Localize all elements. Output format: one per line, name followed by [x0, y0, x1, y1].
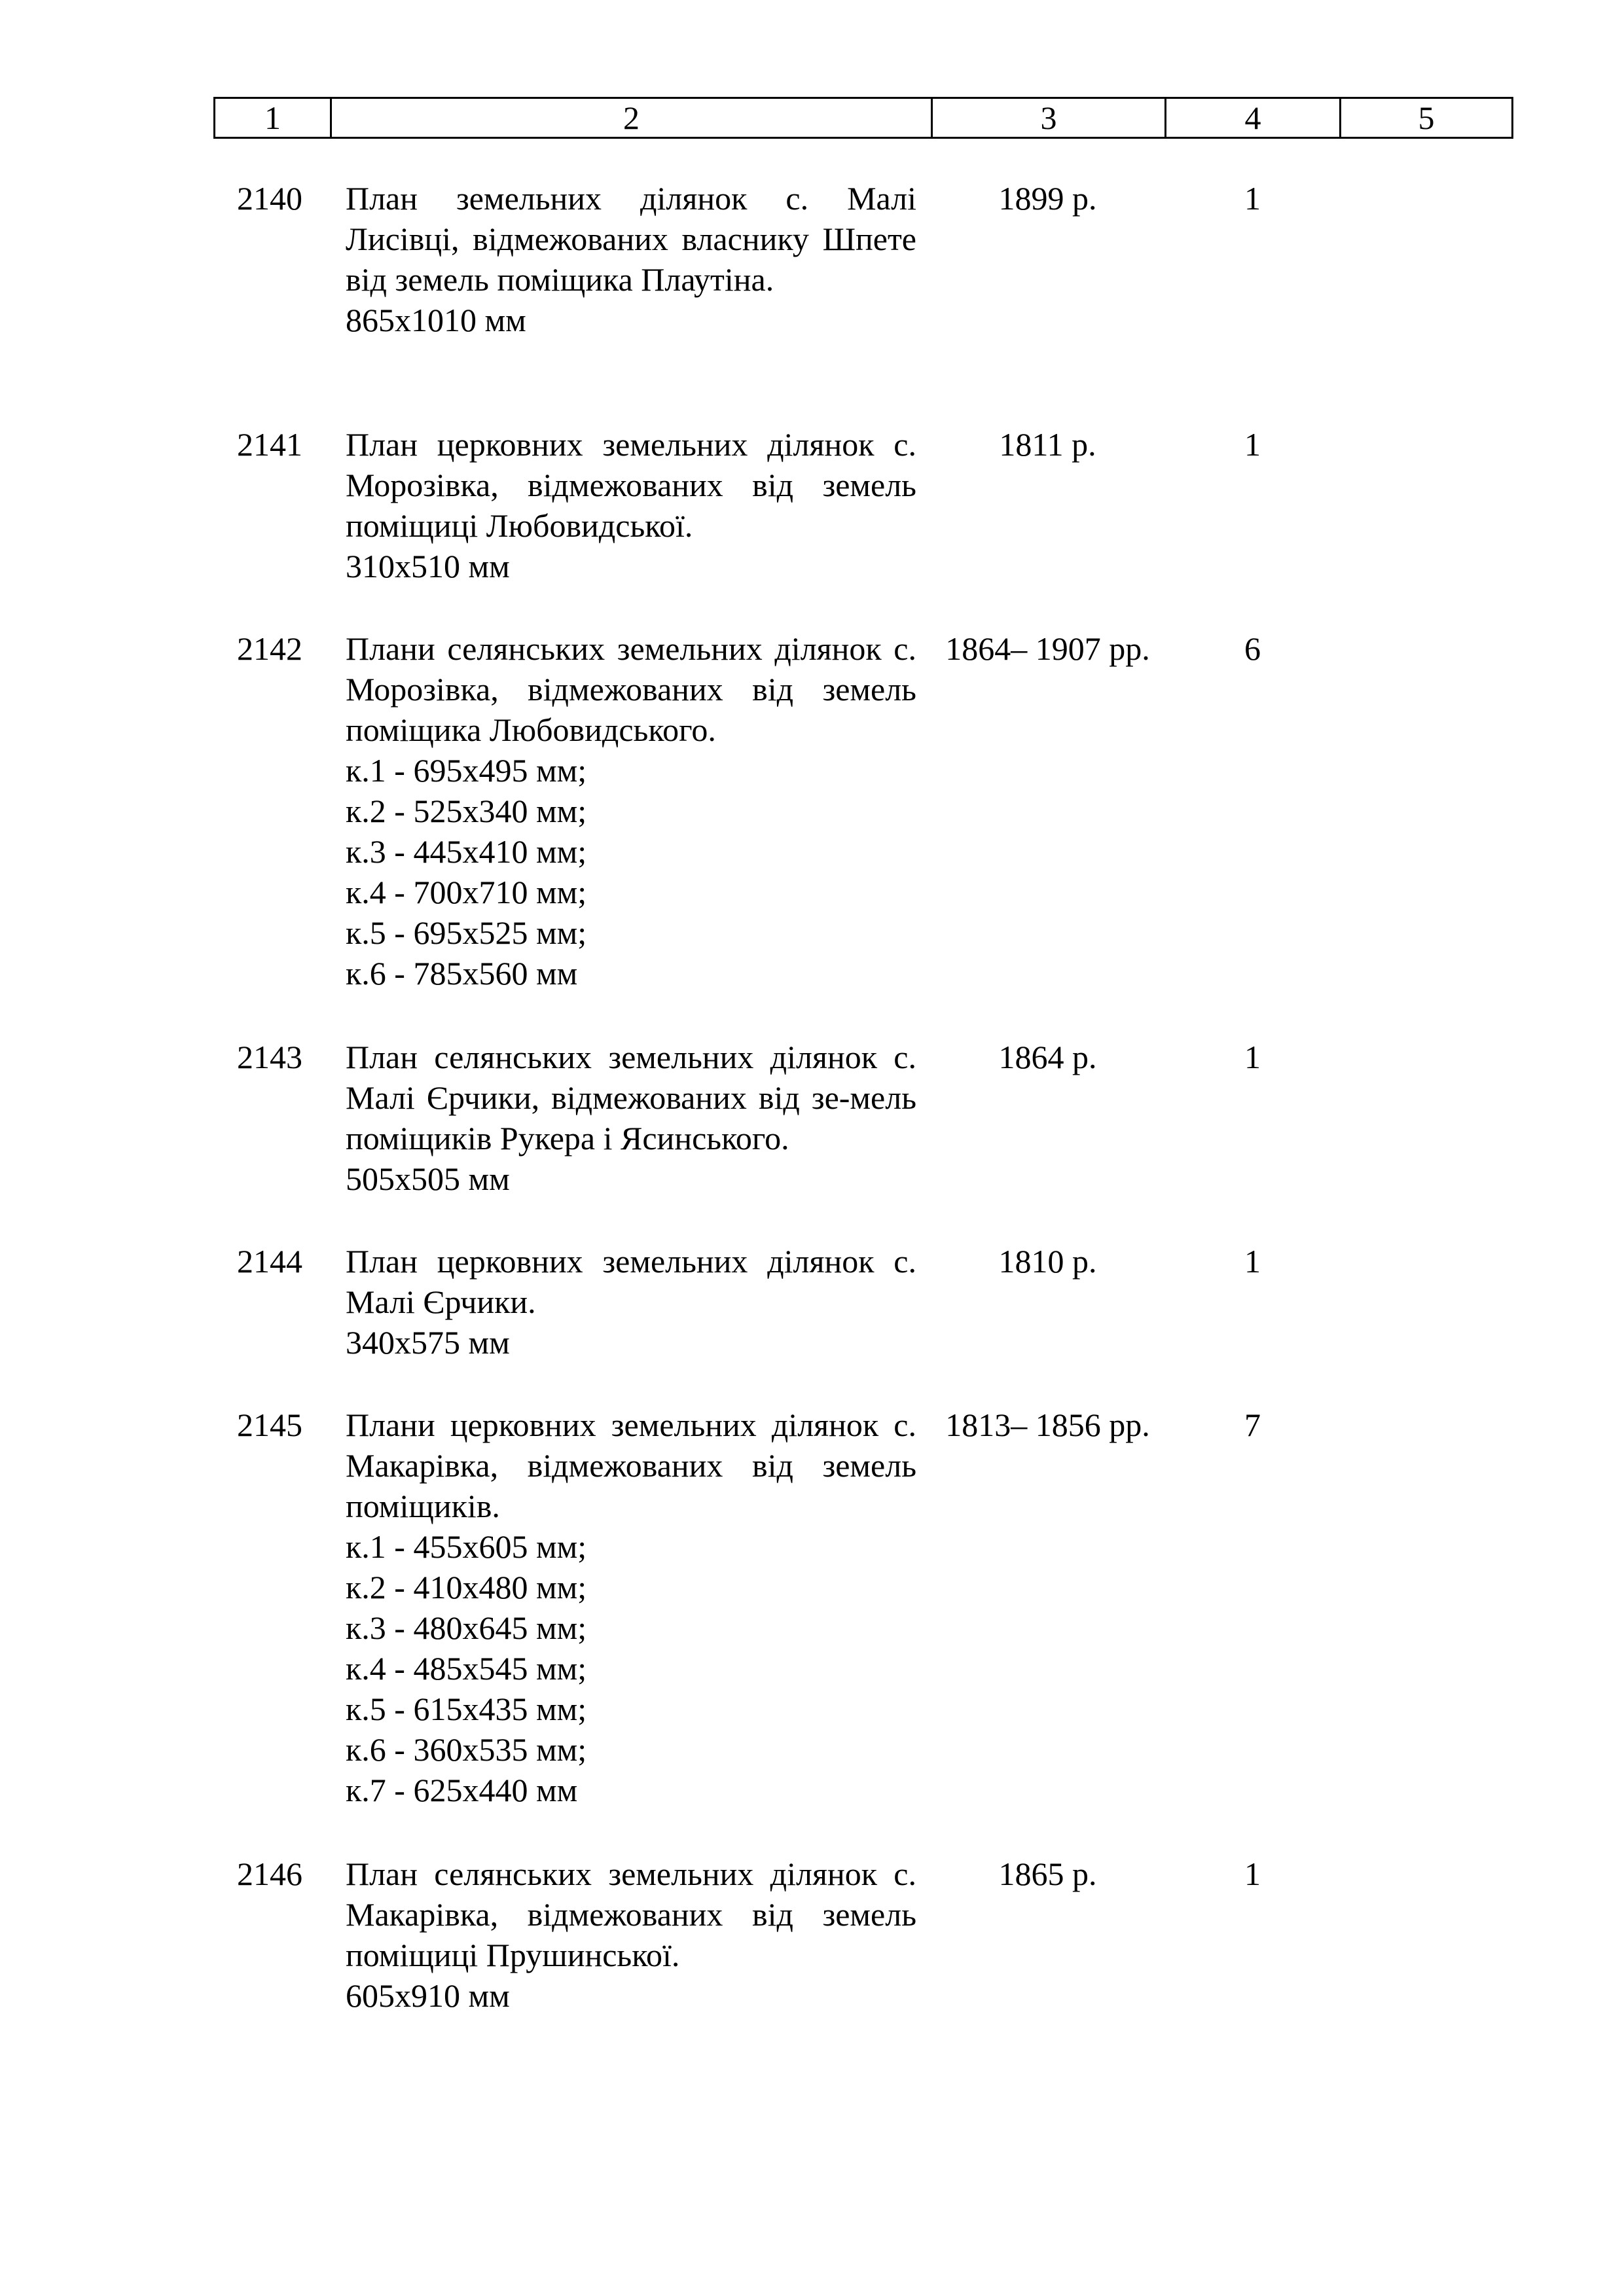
entry-description: [346, 424, 916, 586]
header-col-1: 1: [215, 99, 332, 137]
entry-size: к.1 - 455х605 мм;: [346, 1528, 587, 1565]
entry-number: 2145: [237, 1407, 302, 1443]
entry-size: к.2 - 410х480 мм;: [346, 1569, 587, 1605]
entry-number: 2144: [237, 1243, 302, 1280]
entry-description: [346, 1241, 916, 1363]
entry-title: План селянських земельних ділянок с. Малі Єрчики, відмежованих від зе-мель поміщиків Рукера і Ясинського.: [346, 1039, 916, 1157]
entry-size: 505х505 мм: [346, 1160, 510, 1197]
entry-count: 1: [1244, 1039, 1261, 1075]
entry-description: [346, 1405, 916, 1810]
entry-size: к.7 - 625х440 мм: [346, 1772, 578, 1808]
entry-number: 2143: [237, 1039, 302, 1075]
entry-title: План селянських земельних ділянок с. Макарівка, відмежованих від земель поміщиці Прушинської.: [346, 1856, 916, 1973]
entry-number: 2142: [237, 630, 302, 667]
header-col-3: 3: [933, 99, 1166, 137]
entry-date: 1865 р.: [998, 1856, 1097, 1892]
entry-size: 310х510 мм: [346, 548, 510, 584]
entry-size: к.6 - 785х560 мм: [346, 955, 578, 992]
entry-title: Плани селянських земельних ділянок с. Морозівка, відмежованих від земель поміщика Любовидського.: [346, 630, 916, 748]
entry-count: 1: [1244, 426, 1261, 463]
header-col-4: 4: [1166, 99, 1341, 137]
column-number-header: [213, 97, 1513, 139]
entry-date: 1811 р.: [999, 426, 1096, 463]
entry-size: к.6 - 360х535 мм;: [346, 1731, 587, 1768]
entry-count: 1: [1244, 1243, 1261, 1280]
entry-size: к.5 - 615х435 мм;: [346, 1691, 587, 1727]
entry-description: [346, 1037, 916, 1199]
entry-date: 1864 р.: [998, 1039, 1097, 1075]
entry-title: План церковних земельних ділянок с. Морозівка, відмежованих від земель поміщиці Любовидської.: [346, 426, 916, 544]
entry-count: 7: [1244, 1407, 1261, 1443]
entry-size: к.3 - 480х645 мм;: [346, 1609, 587, 1646]
entry-size: к.4 - 700х710 мм;: [346, 874, 587, 910]
entry-count: 6: [1244, 630, 1261, 667]
entry-size: к.4 - 485х545 мм;: [346, 1650, 587, 1687]
entry-title: Плани церковних земельних ділянок с. Макарівка, відмежованих від земель поміщиків.: [346, 1407, 916, 1524]
entry-date: 1899 р.: [998, 180, 1097, 217]
entry-date: 1810 р.: [998, 1243, 1097, 1280]
entry-size: 865х1010 мм: [346, 302, 526, 338]
entry-size: 340х575 мм: [346, 1324, 510, 1361]
entry-description: [346, 178, 916, 340]
entry-size: к.5 - 695х525 мм;: [346, 914, 587, 951]
entry-size: к.1 - 695х495 мм;: [346, 752, 587, 789]
entry-date: 1813– 1856 рр.: [945, 1407, 1150, 1443]
entry-date: 1864– 1907 рр.: [945, 630, 1150, 667]
entry-size: к.3 - 445х410 мм;: [346, 833, 587, 870]
entry-size: к.2 - 525х340 мм;: [346, 793, 587, 829]
entry-title: План земельних ділянок с. Малі Лисівці, відмежованих власнику Шпете від земель поміщика Плаутіна.: [346, 180, 916, 298]
entry-number: 2141: [237, 426, 302, 463]
entry-title: План церковних земельних ділянок с. Малі Єрчики.: [346, 1243, 916, 1320]
entry-description: [346, 1854, 916, 2016]
entry-size: 605х910 мм: [346, 1977, 510, 2014]
entry-count: 1: [1244, 180, 1261, 217]
entry-number: 2140: [237, 180, 302, 217]
entry-number: 2146: [237, 1856, 302, 1892]
entry-description: [346, 628, 916, 994]
header-col-5: 5: [1418, 99, 1435, 136]
entry-count: 1: [1244, 1856, 1261, 1892]
header-col-2: 2: [332, 99, 933, 137]
